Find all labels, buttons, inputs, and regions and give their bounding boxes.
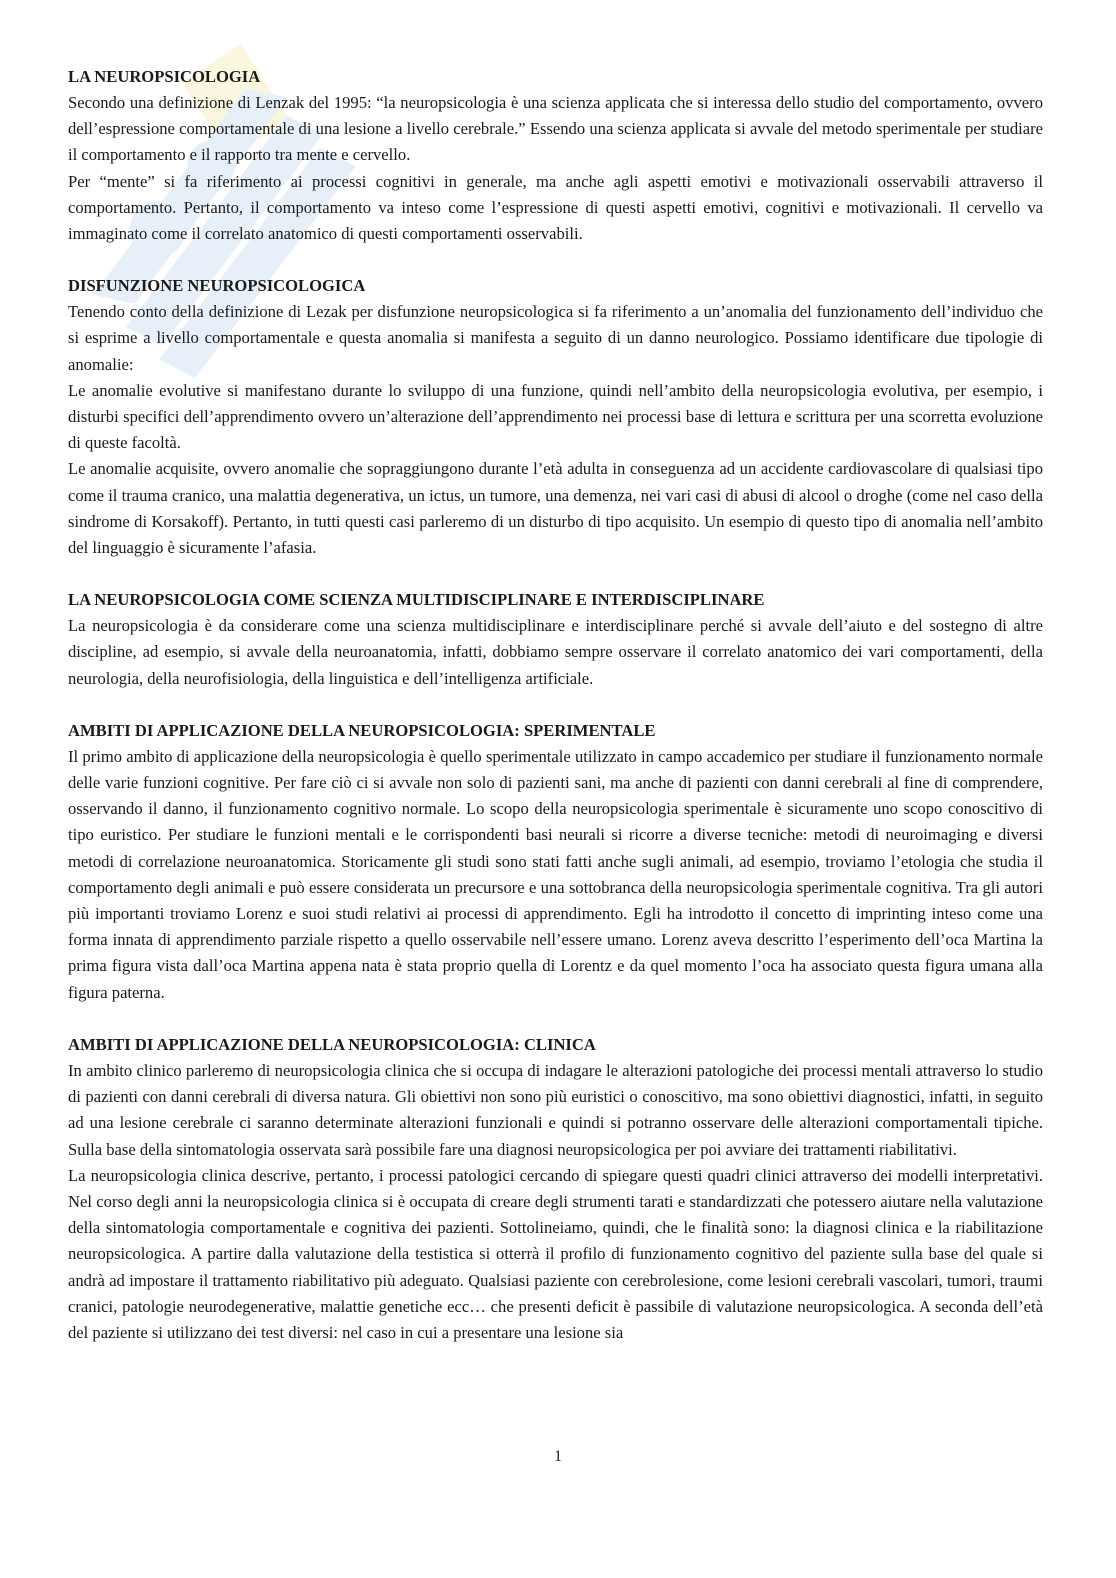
paragraph: Le anomalie acquisite, ovvero anomalie che sopraggiungono durante l’età adulta in conseguenza ad un accidente cardiovascolare di qualsiasi tipo come il trauma cranico, una malattia degenerativa, un ictus, un tumore, una demenza, nei vari casi di abusi di alcool o droghe (come nel caso della sindrome di Korsakoff). Pertanto, in tutti questi casi parleremo di un disturbo di tipo acquisito. Un esempio di questo tipo di anomalia nell’ambito del linguaggio è sicuramente l’afasia. — [68, 459, 1043, 558]
document-page — [68, 64, 1043, 1372]
section-la-neuropsicologia — [68, 64, 1043, 247]
section-heading: LA NEUROPSICOLOGIA — [68, 67, 261, 86]
section-heading: LA NEUROPSICOLOGIA COME SCIENZA MULTIDISCIPLINARE E INTERDISCIPLINARE — [68, 590, 765, 610]
paragraph: La neuropsicologia clinica descrive, pertanto, i processi patologici cercando di spiegare questi quadri clinici attraverso dei modelli interpretativi. Nel corso degli anni la neuropsicologia clinica si è occupata di creare degli strumenti tarati e standardizzati che potessero aiutare nella valutazione della sintomatologia comportamentale e cognitiva dei pazienti. Sottolineiamo, quindi, che le finalità sono: la diagnosi clinica e la riabilitazione neuropsicologica. A partire dalla valutazione della testistica si otterrà il profilo di funzionamento cognitivo del paziente sulla base del quale si andrà ad impostare il trattamento riabilitativo più adeguato. Qualsiasi paziente con cerebrolesione, come lesioni cerebrali vascolari, tumori, traumi cranici, patologie neurodegenerative, malattie genetiche ecc… che presenti deficit è passibile di valutazione neuropsicologica. A seconda dell’età del paziente si utilizzano dei test diversi: nel caso in cui a presentare una lesione sia — [68, 1165, 1043, 1342]
section-ambito-sperimentale — [68, 718, 1043, 1006]
section-ambito-clinico — [68, 1032, 1043, 1346]
paragraph: Secondo una definizione di Lenzak del 1995: “la neuropsicologia è una scienza applicata che si interessa dello studio del comportamento, ovvero dell’espressione comportamentale di una lesione a livello cerebrale.” Essendo una scienza applicata si avvale del metodo sperimentale per studiare il comportamento e il rapporto tra mente e cervello. — [68, 93, 1043, 165]
paragraph: Tenendo conto della definizione di Lezak per disfunzione neuropsicologica si fa riferimento a un’anomalia del funzionamento dell’individuo che si esprime a livello comportamentale e questa anomalia si manifesta a seguito di un danno neurologico. Possiamo identificare due tipologie di anomalie: — [68, 302, 1043, 374]
paragraph: Le anomalie evolutive si manifestano durante lo sviluppo di una funzione, quindi nell’ambito della neuropsicologia evolutiva, per esempio, i disturbi specifici dell’apprendimento ovvero un’alterazione dell’apprendimento nei processi base di lettura e scrittura per una scorretta evoluzione di queste facoltà. — [68, 380, 1043, 453]
section-heading: DISFUNZIONE NEUROPSICOLOGICA — [68, 276, 366, 296]
page-number: 1 — [554, 1448, 562, 1465]
section-scienza-multidisciplinare — [68, 587, 1043, 692]
section-heading: AMBITI DI APPLICAZIONE DELLA NEUROPSICOLOGIA: CLINICA — [68, 1034, 596, 1054]
paragraph: Il primo ambito di applicazione della neuropsicologia è quello sperimentale utilizzato in campo accademico per studiare il funzionamento normale delle varie funzioni cognitive. Per fare ciò ci si avvale non solo di pazienti sani, ma anche di pazienti con danni cerebrali al fine di comprendere, osservando il danno, il funzionamento cognitivo normale. Lo scopo della neuropsicologia sperimentale è sicuramente uno scopo conoscitivo di tipo euristico. Per studiare le funzioni mentali e le corrispondenti basi neurali si ricorre a diverse tecniche: metodi di neuroimaging e diversi metodi di correlazione neuroanatomica. Storicamente gli studi sono stati fatti anche sugli animali, ad esempio, troviamo l’etologia che studia il comportamento degli animali e può essere considerata un precursore e una sottobranca della neuropsicologia sperimentale cognitiva. Tra gli autori più importanti troviamo Lorenz e suoi studi relativi ai processi di apprendimento. Egli ha introdotto il concetto di imprinting inteso come una forma innata di apprendimento parziale rispetto a quello osservabile nell’essere umano. Lorenz aveva descritto l’esperimento dell’oca Martina la prima figura vista dall’oca Martina appena nata è stata proprio quella di Lorentz e da quel momento l’oca ha associato questa figura umana alla figura paterna. — [68, 746, 1043, 1002]
paragraph: Per “mente” si fa riferimento ai processi cognitivi in generale, ma anche agli aspetti emotivi e motivazionali osservabili attraverso il comportamento. Pertanto, il comportamento va inteso come l’espressione di questi aspetti emotivi, cognitivi e motivazionali. Il cervello va immaginato come il correlato anatomico di questi comportamenti osservabili. — [68, 171, 1043, 244]
paragraph: La neuropsicologia è da considerare come una scienza multidisciplinare e interdisciplinare perché si avvale dell’aiuto e del sostegno di altre discipline, ad esempio, si avvale della neuroanatomia, infatti, dobbiamo sempre osservare il correlato anatomico dei vari comportamenti, della neurologia, della neurofisiologia, della linguistica e dell’intelligenza artificiale. — [68, 616, 1043, 688]
section-disfunzione-neuropsicologica — [68, 273, 1043, 561]
section-heading: AMBITI DI APPLICAZIONE DELLA NEUROPSICOLOGIA: SPERIMENTALE — [68, 720, 656, 740]
paragraph: In ambito clinico parleremo di neuropsicologia clinica che si occupa di indagare le alterazioni patologiche dei processi mentali attraverso lo studio di pazienti con danni cerebrali di diversa natura. Gli obiettivi non sono più euristici o conoscitivo, ma sono obiettivi diagnostici, infatti, in seguito ad una lesione cerebrale ci saranno determinate alterazioni funzionali e quindi si potranno osservare delle alterazioni comportamentali tipiche. Sulla base della sintomatologia osservata sarà possibile fare una diagnosi neuropsicologica per poi avviare dei trattamenti riabilitativi. — [68, 1060, 1043, 1159]
